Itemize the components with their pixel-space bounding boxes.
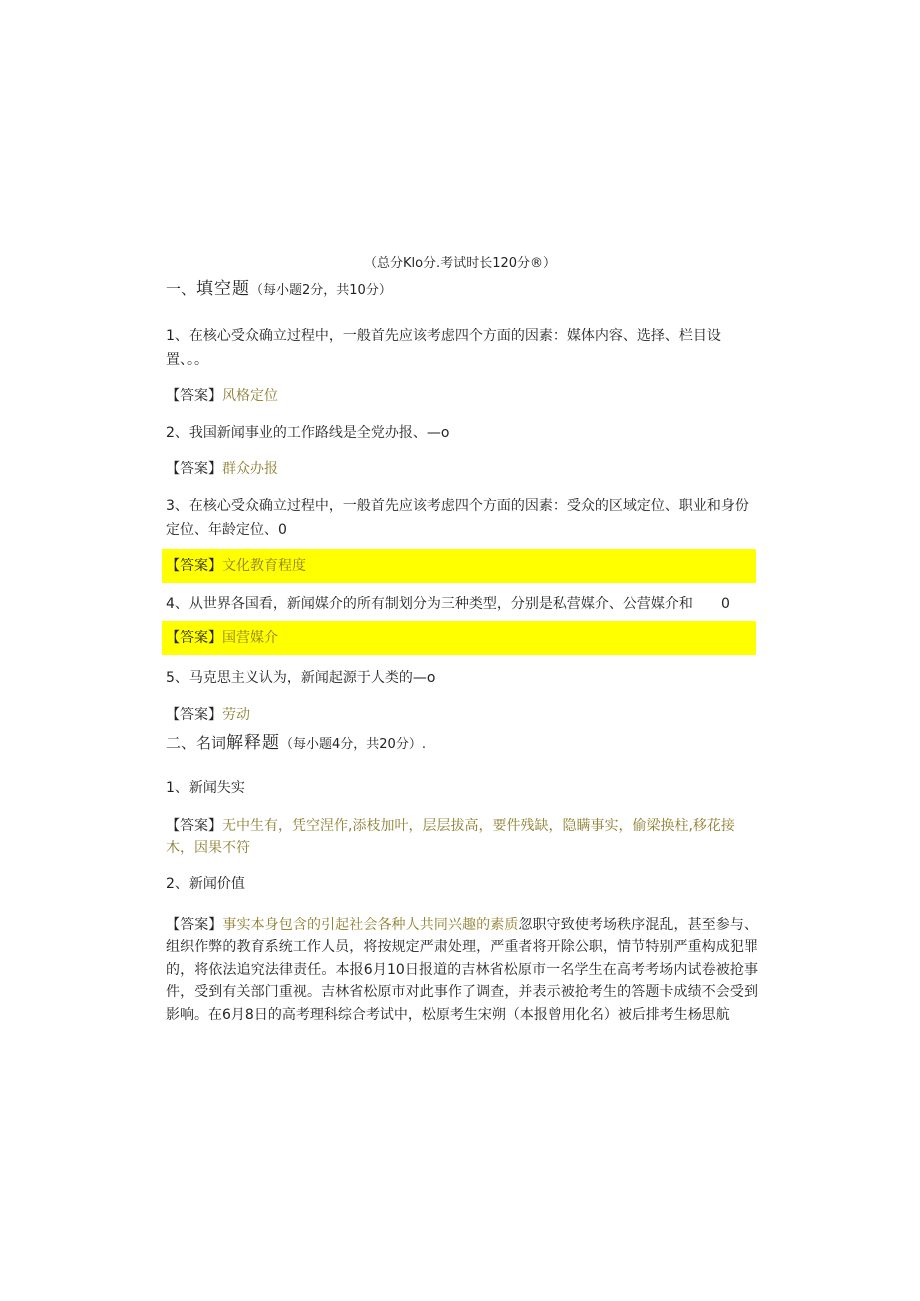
term-1: 1、新闻失实 (166, 780, 245, 796)
answer-term-1-text-1: 无中生有，凭空涅作,添枝加叶，层层拔高，要件残缺，隐瞒事实，偷梁换柱,移花接 (222, 818, 735, 834)
question-4: 4、从世界各国看，新闻媒介的所有制划分为三种类型，分别是私营媒介、公营媒介和 (166, 596, 693, 612)
answer-term-1-line-1 (166, 816, 735, 836)
exam-header: （总分Klo分.考试时长120分®） (363, 256, 557, 271)
answer-term-1-line-2 (166, 838, 250, 858)
question-3-line-1: 3、在核心受众确立过程中，一般首先应该考虑四个方面的因素：受众的区域定位、职业和身份 (166, 498, 749, 514)
answer-5-label: 【答案】 (166, 707, 222, 723)
section-1-title: 填空题 (196, 279, 251, 299)
answer-term-1-label: 【答案】 (166, 818, 222, 834)
answer-4-text: 国营媒介 (222, 630, 278, 646)
section-2-prefix: 二、名词 (166, 734, 227, 752)
answer-2-label: 【答案】 (166, 461, 222, 477)
section-2-title: 解释题 (226, 733, 281, 753)
answer-term-2-text: 事实本身包含的引起社会各种人共同兴趣的素质 (222, 917, 519, 933)
section-2-heading (166, 733, 426, 755)
question-5: 5、马克思主义认为，新闻起源于人类的—o (166, 670, 436, 686)
answer-3-text: 文化教育程度 (222, 558, 306, 574)
answer-4-label: 【答案】 (166, 630, 222, 646)
question-1-line-1: 1、在核心受众确立过程中，一般首先应该考虑四个方面的因素：媒体内容、选择、栏目设 (166, 328, 721, 344)
answer-term-2-paragraph (166, 914, 758, 1026)
section-1-heading (166, 279, 392, 301)
term-2: 2、新闻价值 (166, 876, 245, 892)
question-1-line-2: 置、。。 (166, 352, 208, 368)
answer-3 (166, 556, 306, 576)
section-1-note: （每小题2分，共10分） (250, 283, 392, 298)
answer-1-label: 【答案】 (166, 388, 222, 404)
answer-4 (166, 628, 278, 648)
answer-term-2-label: 【答案】 (166, 917, 223, 933)
answer-5 (166, 705, 250, 725)
section-2-note: （每小题4分，共20分）. (280, 737, 426, 752)
question-4-blank: 0 (721, 596, 730, 612)
answer-term-2-continuation: 忽职守致使考场秩序混乱，甚至参与、组织作弊的教育系统工作人员，将按规定严肃处理，严重者将开除公职，情节特别严重构成犯罪的，将依法追究法律责任。本报6月10日报道的吉林省松原市一名学生在高考考场内试卷被抢事件，受到有关部门重视。吉林省松原市对此事作了调查，并表示被抢考生的答题卡成绩不会受到影响。在6月8日的高考理科综合考试中，松原考生宋朔（本报曾用化名）被后排考生杨思航 (166, 917, 759, 1023)
answer-2 (166, 459, 278, 479)
answer-term-1-text-2: 木，因果不符 (166, 840, 250, 856)
section-1-prefix: 一、 (166, 280, 197, 298)
answer-2-text: 群众办报 (222, 461, 278, 477)
answer-5-text: 劳动 (222, 707, 250, 723)
answer-1-text: 风格定位 (222, 388, 278, 404)
question-2: 2、我国新闻事业的工作路线是全党办报、—o (166, 425, 450, 441)
answer-1 (166, 386, 278, 406)
answer-3-label: 【答案】 (166, 558, 222, 574)
question-3-line-2: 定位、年龄定位、0 (166, 522, 287, 538)
